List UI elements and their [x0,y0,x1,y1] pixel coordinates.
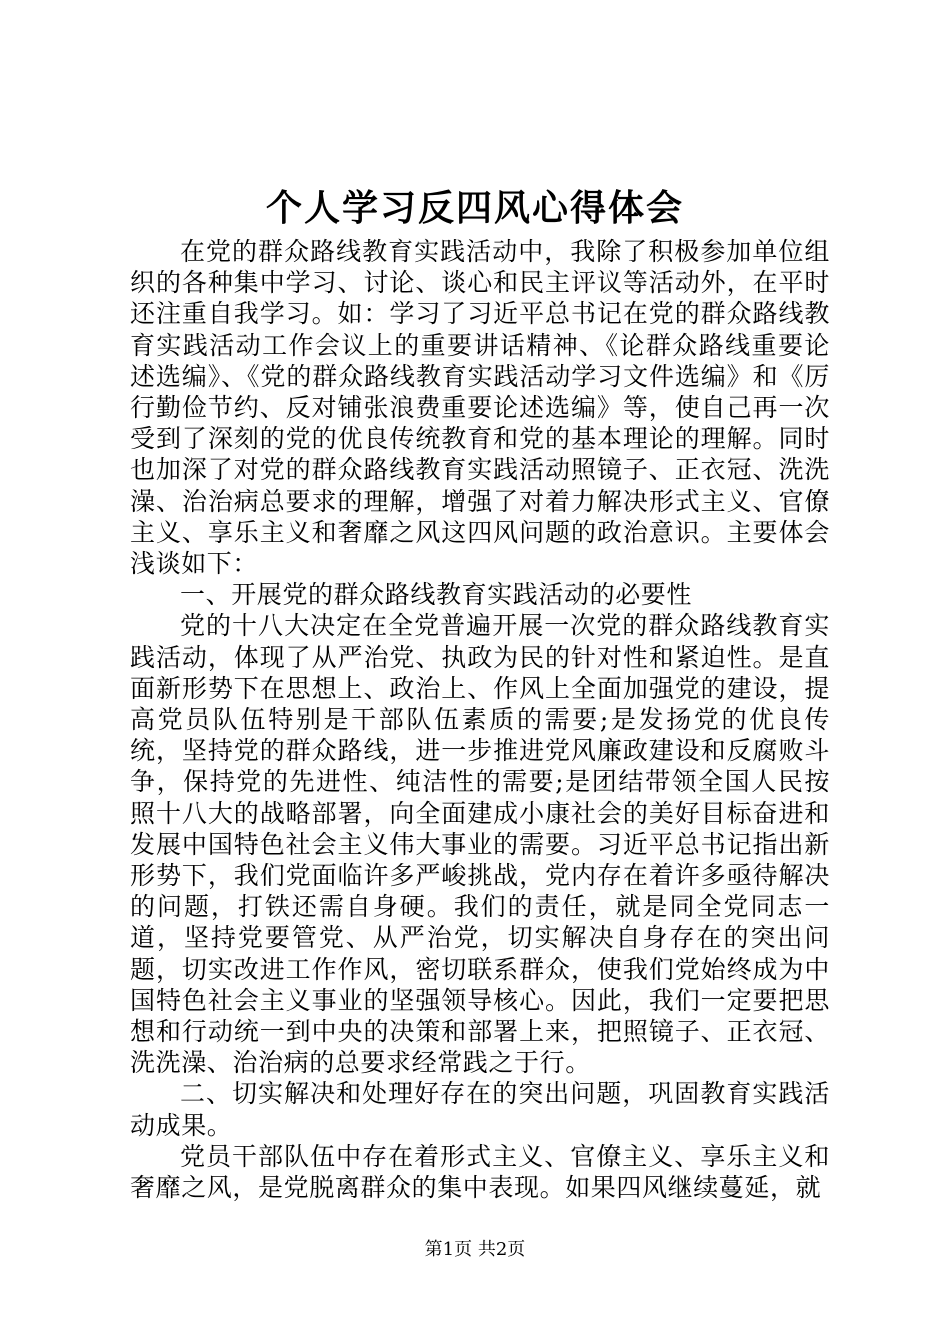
paragraph-section-1: 党的十八大决定在全党普遍开展一次党的群众路线教育实践活动，体现了从严治党、执政为民的针对性和紧迫性。是直面新形势下在思想上、政治上、作风上全面加强党的建设，提高党员队伍特别是干部队伍素质的需要;是发扬党的优良传统，坚持党的群众路线，进一步推进党风廉政建设和反腐败斗争，保持党的先进性、纯洁性的需要;是团结带领全国人民按照十八大的战略部署，向全面建成小康社会的美好目标奋进和发展中国特色社会主义伟大事业的需要。习近平总书记指出新形势下，我们党面临许多严峻挑战，党内存在着许多亟待解决的问题，打铁还需自身硬。我们的责任，就是同全党同志一道，坚持党要管党、从严治党，切实解决自身存在的突出问题，切实改进工作作风，密切联系群众，使我们党始终成为中国特色社会主义事业的坚强领导核心。因此，我们一定要把思想和行动统一到中央的决策和部署上来，把照镜子、正衣冠、洗洗澡、治治病的总要求经常践之于行。 [130,611,830,1078]
page-footer: 第1页 共2页 [424,1239,526,1260]
section-heading-2: 二、切实解决和处理好存在的突出问题，巩固教育实践活动成果。 [130,1079,830,1140]
document-body [130,236,830,1203]
paragraph-intro: 在党的群众路线教育实践活动中，我除了积极参加单位组织的各种集中学习、讨论、谈心和民主评议等活动外，在平时还注重自我学习。如：学习了习近平总书记在党的群众路线教育实践活动工作会议上的重要讲话精神、《论群众路线重要论述选编》、《党的群众路线教育实践活动学习文件选编》和《厉行勤俭节约、反对铺张浪费重要论述选编》等，使自己再一次受到了深刻的党的优良传统教育和党的基本理论的理解。同时也加深了对党的群众路线教育实践活动照镜子、正衣冠、洗洗澡、治治病总要求的理解，增强了对着力解决形式主义、官僚主义、享乐主义和奢靡之风这四风问题的政治意识。主要体会浅谈如下： [130,237,830,579]
section-heading-1: 一、开展党的群众路线教育实践活动的必要性 [180,580,693,610]
paragraph-section-2: 党员干部队伍中存在着形式主义、官僚主义、享乐主义和奢靡之风，是党脱离群众的集中表现。如果四风继续蔓延，就 [130,1141,830,1203]
document-title: 个人学习反四风心得体会 [265,187,684,229]
